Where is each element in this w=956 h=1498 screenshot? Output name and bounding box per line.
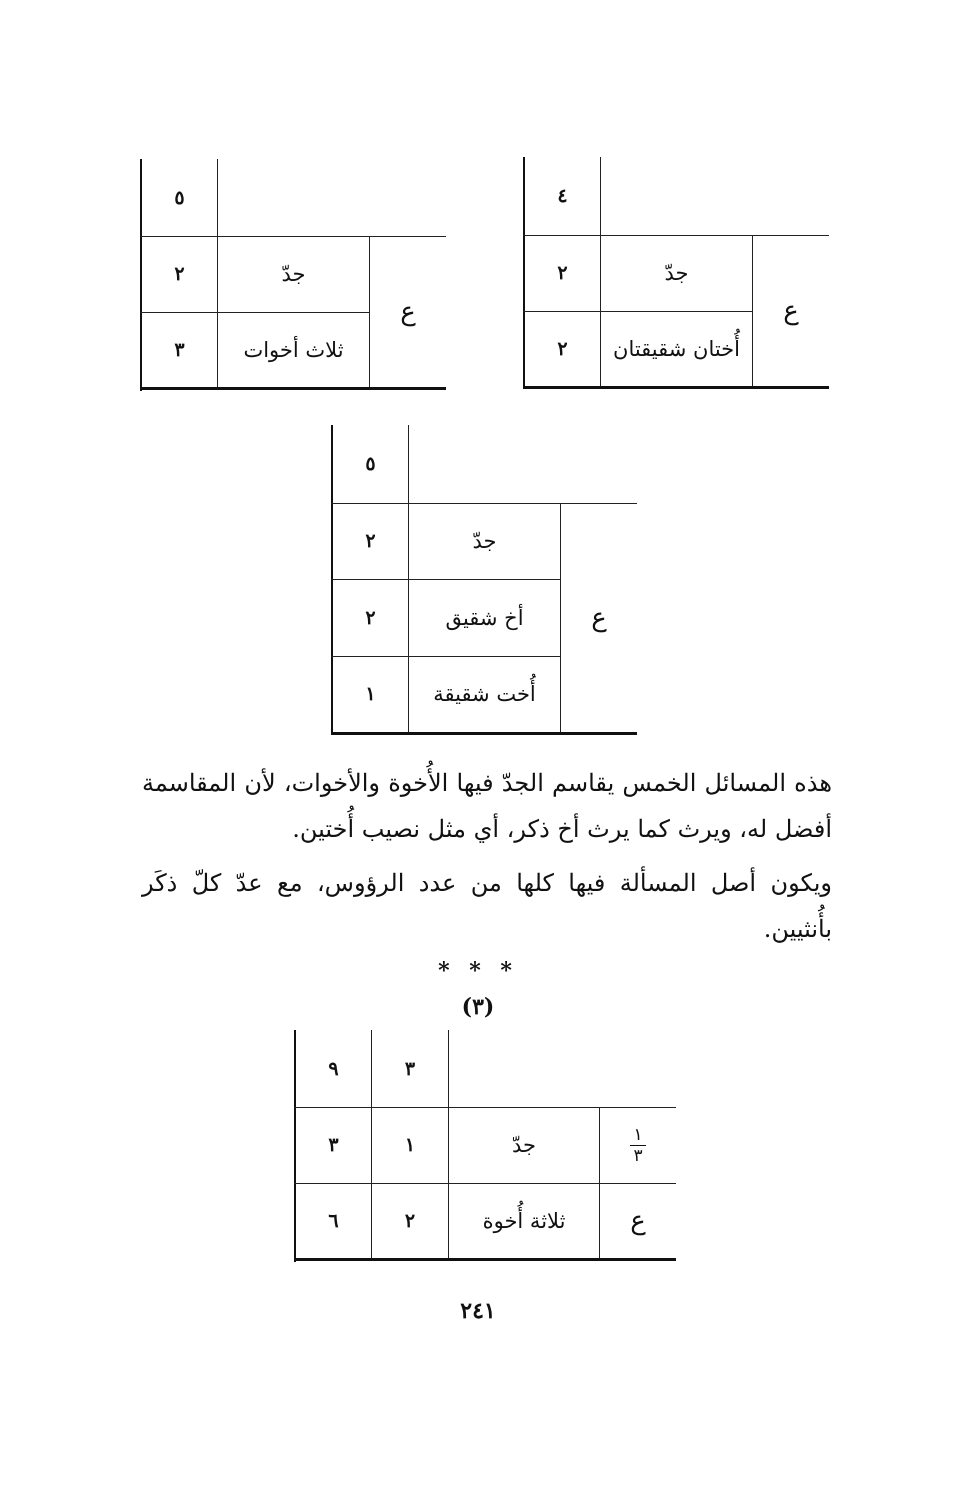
total-cell: ٥: [174, 186, 185, 209]
total-cell: ٤: [557, 185, 568, 207]
heir-cell: ثلاثة أُخوة: [482, 1208, 566, 1233]
group-label: ع: [400, 296, 416, 327]
group-label: ع: [783, 295, 799, 326]
heir-cell: جدّ: [281, 262, 306, 286]
fraction-denominator: ٣: [633, 1145, 643, 1166]
base-total-cell: ٣: [404, 1057, 416, 1080]
inheritance-table-two-sisters: [523, 157, 829, 389]
fraction-cell: [600, 1107, 676, 1183]
inheritance-table-third: [294, 1030, 676, 1262]
heir-cell: جدّ: [664, 261, 689, 285]
inheritance-table-brother-sister: [331, 425, 637, 735]
corrected-share-cell: ٦: [328, 1209, 339, 1232]
heir-cell: جدّ: [472, 529, 497, 553]
section-number: (٣): [461, 994, 495, 1020]
share-cell: ٢: [404, 1209, 416, 1232]
heir-cell: أخ شقيق: [445, 605, 524, 630]
share-cell: ٣: [174, 338, 185, 361]
one-third-fraction: [630, 1126, 646, 1165]
total-cell: ٥: [365, 453, 376, 475]
share-cell: ٢: [365, 606, 376, 629]
heir-cell: جدّ: [512, 1133, 537, 1157]
inheritance-table-three-sisters: [140, 159, 446, 391]
share-cell: ٢: [174, 263, 185, 285]
page-number: ٢٤١: [460, 1298, 496, 1324]
heir-cell: أُخت شقيقة: [433, 682, 536, 706]
section-separator: * * *: [438, 958, 518, 984]
share-cell: ١: [404, 1134, 416, 1156]
fraction-numerator: ١: [633, 1124, 643, 1145]
share-cell: ٢: [557, 337, 568, 360]
share-cell: ٢: [365, 530, 376, 552]
heir-cell: أُختان شقيقتان: [613, 336, 740, 361]
paragraph-explanation: هذه المسائل الخمس يقاسم الجدّ فيها الأُخوة والأخوات، لأن المقاسمة أفضل له، ويرث كما يرث أخ ذكر، أي مثل نصيب أُختين.: [142, 769, 832, 843]
group-label: ع: [630, 1205, 646, 1236]
heir-cell: ثلاث أخوات: [243, 337, 344, 362]
share-cell: ١: [365, 683, 376, 705]
share-cell: ٢: [557, 262, 568, 284]
corrected-share-cell: ٣: [328, 1134, 339, 1156]
corrected-total-cell: ٩: [328, 1057, 339, 1080]
paragraph-rule: ويكون أصل المسألة فيها كلها من عدد الرؤوس، مع عدّ كلّ ذكَر بأُنثيين.: [142, 869, 832, 943]
group-label: ع: [591, 602, 607, 633]
